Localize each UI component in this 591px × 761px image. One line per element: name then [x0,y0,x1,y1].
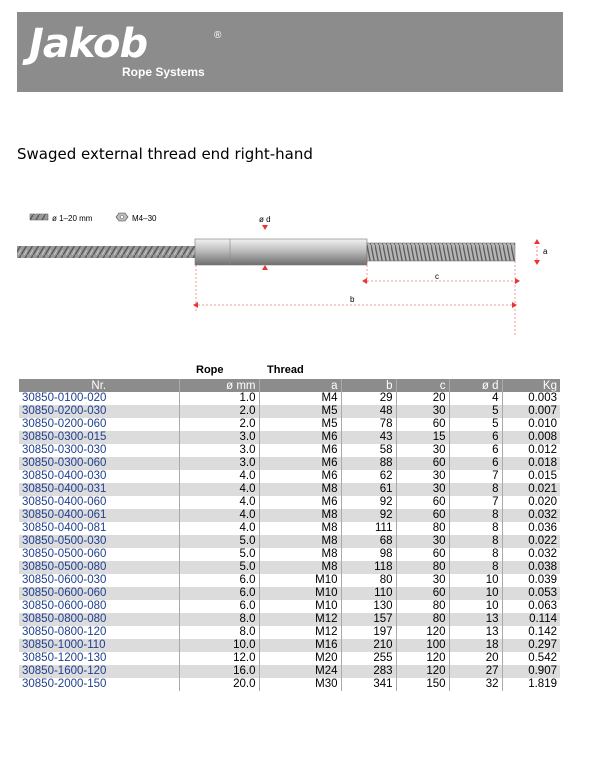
table-row [19,678,560,691]
rope-group-header: Rope [196,364,224,376]
cell-c: 80 [396,613,449,626]
cell-thread-a: M6 [259,444,341,457]
cell-b: 92 [341,509,396,522]
cell-rope-mm: 3.0 [179,431,259,444]
cell-b: 341 [341,678,396,691]
cell-b: 48 [341,405,396,418]
brand-subtitle: Rope Systems [122,65,205,79]
table-row [19,639,560,652]
cell-thread-a: M12 [259,626,341,639]
cell-b: 68 [341,535,396,548]
cell-c: 120 [396,626,449,639]
cell-d: 10 [449,574,502,587]
cell-thread-a: M8 [259,548,341,561]
cell-d: 20 [449,652,502,665]
cell-rope-mm: 4.0 [179,522,259,535]
cell-b: 157 [341,613,396,626]
cell-d: 8 [449,535,502,548]
table-row [19,405,560,418]
cell-nr: 30850-0400-060 [19,496,179,509]
col-header-nr: Nr. [19,379,179,392]
swaged-sleeve [195,239,367,265]
cell-nr: 30850-0500-080 [19,561,179,574]
cell-nr: 30850-0100-020 [19,392,179,405]
cell-nr: 30850-0300-060 [19,457,179,470]
cell-nr: 30850-0300-030 [19,444,179,457]
cell-kg: 0.542 [528,652,557,664]
cell-c: 120 [396,652,449,665]
registered-mark: ® [214,30,222,41]
cell-b: 58 [341,444,396,457]
label-a: a [543,247,548,256]
cell-rope-mm: 10.0 [179,639,259,652]
cell-d: 7 [449,496,502,509]
table-row [19,444,560,457]
cell-rope-mm: 4.0 [179,470,259,483]
table-row [19,483,560,496]
brand-banner [17,12,563,92]
cell-kg: 0.907 [502,665,560,678]
table-row [19,431,560,444]
cell-kg: 0.008 [502,431,560,444]
cell-kg: 0.015 [528,470,557,482]
cell-d: 10 [449,587,502,600]
cell-thread-a: M20 [259,652,341,665]
cell-kg: 0.032 [502,509,560,522]
cell-kg: 0.063 [528,600,557,612]
cell-kg: 0.297 [502,639,560,652]
label-d: ø d [259,215,271,224]
cell-nr: 30850-0800-120 [19,626,179,639]
cell-nr: 30850-2000-150 [19,678,179,691]
cell-kg: 0.003 [528,392,557,404]
cell-thread-a: M30 [259,678,341,691]
table-row [19,626,560,639]
cell-thread-a: M16 [259,639,341,652]
cell-kg: 0.036 [528,522,557,534]
cell-kg: 0.018 [502,457,560,470]
col-header-rope-mm: ø mm [179,379,259,392]
cell-d: 8 [449,483,502,496]
cell-rope-mm: 8.0 [179,613,259,626]
cell-kg: 0.053 [502,587,560,600]
cell-nr: 30850-1600-120 [19,665,179,678]
cell-rope-mm: 2.0 [179,405,259,418]
cell-thread-a: M10 [259,587,341,600]
cell-b: 283 [341,665,396,678]
cell-b: 110 [341,587,396,600]
cell-nr: 30850-0400-031 [19,483,179,496]
cell-d: 5 [449,405,502,418]
cell-c: 120 [396,665,449,678]
cell-kg: 0.022 [502,535,560,548]
cell-nr: 30850-0600-060 [19,587,179,600]
cell-thread-a: M5 [259,418,341,431]
cell-b: 61 [341,483,396,496]
table-row [19,548,560,561]
cell-c: 80 [396,561,449,574]
cell-rope-mm: 8.0 [179,626,259,639]
cell-kg: 0.007 [502,405,560,418]
table-header-row [19,379,560,392]
table-row [19,535,560,548]
cell-rope-mm: 2.0 [179,418,259,431]
cell-b: 92 [341,496,396,509]
table-row [19,587,560,600]
cell-thread-a: M24 [259,665,341,678]
cell-b: 210 [341,639,396,652]
cell-rope-mm: 6.0 [179,587,259,600]
cell-kg: 0.142 [528,626,557,638]
thread-legend [116,213,157,223]
cell-c: 80 [396,522,449,535]
cell-c: 80 [396,600,449,613]
cell-thread-a: M8 [259,483,341,496]
cell-rope-mm: 4.0 [179,496,259,509]
cell-kg: 0.114 [502,613,560,626]
cell-rope-mm: 3.0 [179,444,259,457]
cell-rope-mm: 1.0 [179,392,259,405]
col-header-d: ø d [449,379,502,392]
cell-d: 7 [449,470,502,483]
cell-thread-a: M4 [259,392,341,405]
cell-nr: 30850-0500-030 [19,535,179,548]
cell-rope-mm: 6.0 [179,574,259,587]
label-c: c [435,272,439,281]
cell-c: 30 [396,483,449,496]
cell-d: 10 [449,600,502,613]
cell-d: 5 [449,418,502,431]
table-row [19,496,560,509]
cell-d: 8 [449,509,502,522]
table-row [19,600,560,613]
table-row [19,470,560,483]
cell-rope-mm: 5.0 [179,561,259,574]
cell-nr: 30850-1000-110 [19,639,179,652]
cell-b: 98 [341,548,396,561]
col-header-c: c [396,379,449,392]
table-row [19,392,560,405]
rope-range: ø 1–20 mm [52,214,93,223]
cell-rope-mm: 20.0 [179,678,259,691]
cell-nr: 30850-0200-060 [19,418,179,431]
page-title: Swaged external thread end right-hand [17,145,313,163]
cell-b: 62 [341,470,396,483]
cell-d: 18 [449,639,502,652]
cell-rope-mm: 4.0 [179,509,259,522]
cell-c: 60 [396,509,449,522]
table-row [19,665,560,678]
cell-thread-a: M6 [259,470,341,483]
cell-rope-mm: 4.0 [179,483,259,496]
cell-d: 27 [449,665,502,678]
cell-thread-a: M12 [259,613,341,626]
cell-thread-a: M6 [259,496,341,509]
cell-rope-mm: 16.0 [179,665,259,678]
cell-kg: 0.010 [528,418,557,430]
cell-b: 88 [341,457,396,470]
nut-icon [116,213,128,221]
cell-c: 150 [396,678,449,691]
table-row [19,457,560,470]
cell-nr: 30850-0800-080 [19,613,179,626]
cell-d: 4 [449,392,502,405]
cell-c: 30 [396,574,449,587]
cell-kg: 0.032 [528,548,557,560]
cell-b: 130 [341,600,396,613]
table-row [19,509,560,522]
cell-nr: 30850-1200-130 [19,652,179,665]
thread-range: M4–30 [132,214,157,223]
cell-nr: 30850-0500-060 [19,548,179,561]
cell-rope-mm: 5.0 [179,535,259,548]
cell-d: 6 [449,431,502,444]
spec-table [19,379,560,691]
threaded-stud [367,243,515,261]
cell-nr: 30850-0400-081 [19,522,179,535]
cell-thread-a: M8 [259,561,341,574]
cell-thread-a: M8 [259,535,341,548]
rope-body [17,246,195,258]
cell-b: 43 [341,431,396,444]
cell-c: 30 [396,470,449,483]
cell-kg: 1.819 [528,678,557,690]
col-header-kg: Kg [502,379,560,392]
cell-rope-mm: 3.0 [179,457,259,470]
cell-c: 60 [396,587,449,600]
cell-c: 30 [396,405,449,418]
brand-logo: Jakob [29,21,148,67]
table-row [19,652,560,665]
cell-d: 8 [449,548,502,561]
cell-nr: 30850-0400-030 [19,470,179,483]
cell-nr: 30850-0300-015 [19,431,179,444]
table-row [19,522,560,535]
cell-thread-a: M10 [259,574,341,587]
cell-b: 255 [341,652,396,665]
cell-kg: 0.021 [502,483,560,496]
cell-b: 80 [341,574,396,587]
cell-thread-a: M6 [259,457,341,470]
cell-c: 60 [396,548,449,561]
rope-legend [30,214,93,223]
cell-c: 15 [396,431,449,444]
cell-d: 8 [449,522,502,535]
cell-thread-a: M6 [259,431,341,444]
col-header-a: a [259,379,341,392]
cell-rope-mm: 12.0 [179,652,259,665]
cell-kg: 0.038 [502,561,560,574]
cell-c: 60 [396,457,449,470]
cell-c: 100 [396,639,449,652]
table-row [19,418,560,431]
cell-kg: 0.039 [528,574,557,586]
cell-nr: 30850-0400-061 [19,509,179,522]
cell-b: 197 [341,626,396,639]
cell-b: 118 [341,561,396,574]
cell-c: 60 [396,418,449,431]
table-row [19,613,560,626]
rope-icon [30,214,48,220]
cell-rope-mm: 5.0 [179,548,259,561]
cell-thread-a: M8 [259,522,341,535]
cell-d: 32 [449,678,502,691]
cell-d: 8 [449,561,502,574]
cell-c: 20 [396,392,449,405]
cell-b: 78 [341,418,396,431]
cell-thread-a: M10 [259,600,341,613]
cell-thread-a: M5 [259,405,341,418]
table-row [19,561,560,574]
label-b: b [350,295,355,304]
cell-d: 6 [449,457,502,470]
cell-c: 30 [396,535,449,548]
product-diagram [15,205,555,345]
cell-d: 6 [449,444,502,457]
cell-rope-mm: 6.0 [179,600,259,613]
cell-d: 13 [449,613,502,626]
cell-c: 60 [396,496,449,509]
cell-thread-a: M8 [259,509,341,522]
cell-nr: 30850-0600-080 [19,600,179,613]
cell-nr: 30850-0200-030 [19,405,179,418]
table-row [19,574,560,587]
cell-kg: 0.020 [528,496,557,508]
col-header-b: b [341,379,396,392]
thread-group-header: Thread [267,364,304,376]
cell-nr: 30850-0600-030 [19,574,179,587]
cell-b: 111 [341,522,396,535]
cell-b: 29 [341,392,396,405]
cell-d: 13 [449,626,502,639]
cell-kg: 0.012 [528,444,557,456]
cell-c: 30 [396,444,449,457]
